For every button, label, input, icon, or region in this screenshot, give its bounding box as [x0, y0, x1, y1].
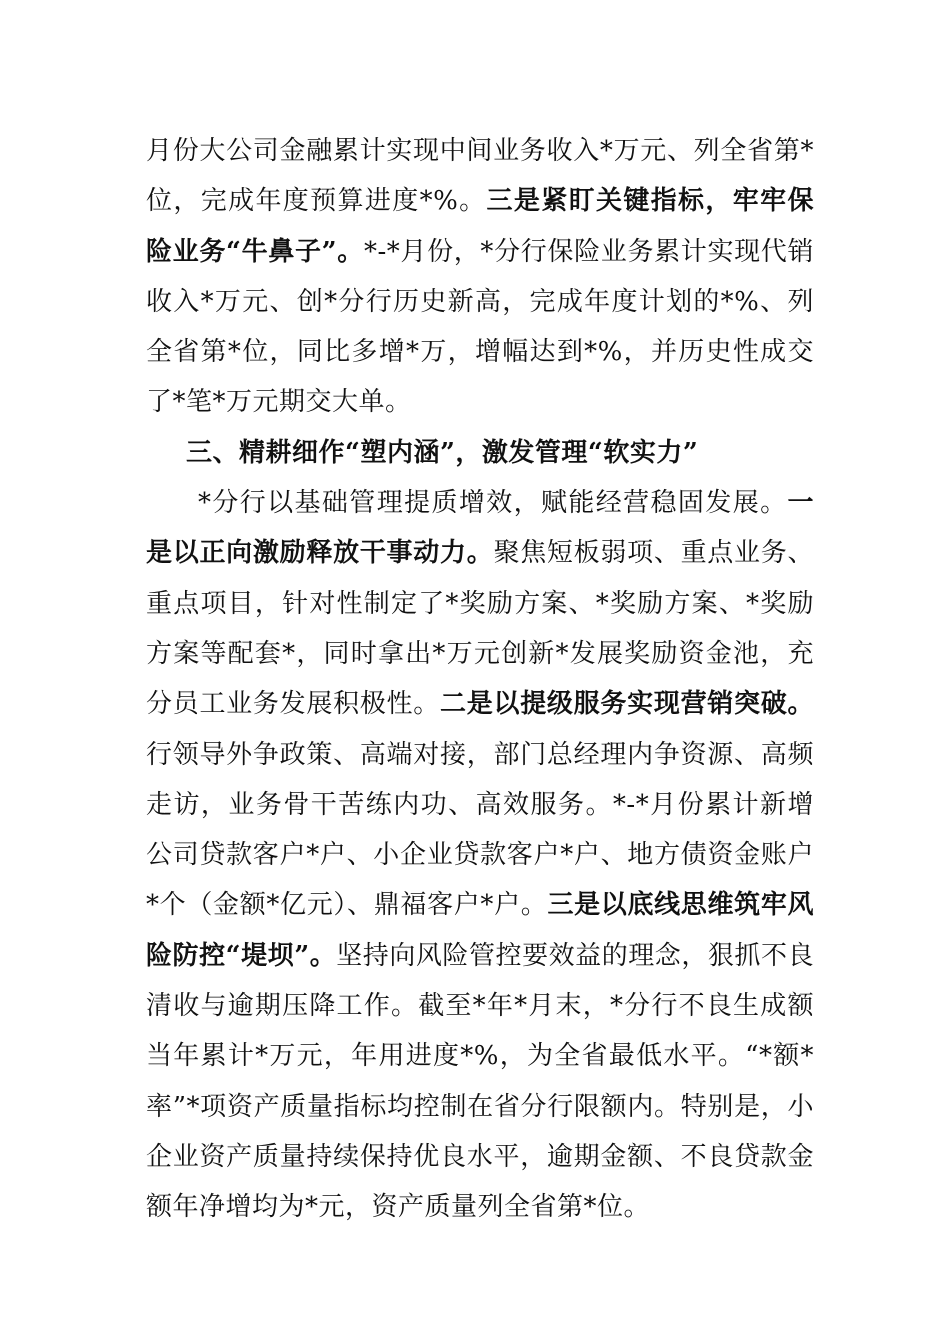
paragraph-text: *-*月份，*分行保险业务累计实现代销收入*万元、创*分行历史新高，完成年度计划的*%、列全省第*位，同比多增*万，增幅达到*%，并历史性成交了*笔*万元期交大单。: [146, 236, 814, 418]
paragraph-bold-phrase: 二是以提级服务实现营销突破。: [440, 689, 814, 720]
paragraph-text: 聚焦短板弱项、重点业务、重点项目，针对性制定了*奖励方案、*奖励方案、*奖励方案等配套*，同时拿出*万元创新*发展奖励资金池，充分员工业务发展积极性。: [146, 538, 814, 720]
paragraph-insurance: [146, 126, 814, 428]
paragraph-text: *分行以基础管理提质增效，赋能经营稳固发展。: [198, 488, 788, 519]
paragraph-bold-phrase: 三是紧盯关键指标，牢牢保险业务“牛鼻子”。: [146, 186, 814, 267]
section-heading: 三、精耕细作“塑内涵”，激发管理“软实力”: [186, 437, 699, 468]
paragraph-bold-phrase: 一是以正向激励释放干事动力。: [146, 488, 814, 569]
paragraph-text: 月份大公司金融累计实现中间业务收入*万元、列全省第*位，完成年度预算进度*%。: [146, 136, 814, 217]
paragraph-text: 坚持向风险管控要效益的理念，狠抓不良清收与逾期压降工作。截至*年*月末，*分行不良生成额当年累计*万元，年用进度*%，为全省最低水平。“*额*率”*项资产质量指标均控制在省分行限额内。特别是，小企业资产质量持续保持优良水平，逾期金额、不良贷款金额年净增均为*元，资产质量列全省第*位。: [146, 940, 814, 1223]
document-page: [146, 126, 814, 1233]
paragraph-bold-phrase: 三是以底线思维筑牢风险防控“堤坝”。: [146, 890, 814, 971]
paragraph-text: 行领导外争政策、高端对接，部门总经理内争资源、高频走访，业务骨干苦练内功、高效服务。*-*月份累计新增公司贷款客户*户、小企业贷款客户*户、地方债资金账户*个（金额*亿元）、鼎福客户*户。: [146, 739, 814, 921]
paragraph-management: [146, 478, 814, 1232]
